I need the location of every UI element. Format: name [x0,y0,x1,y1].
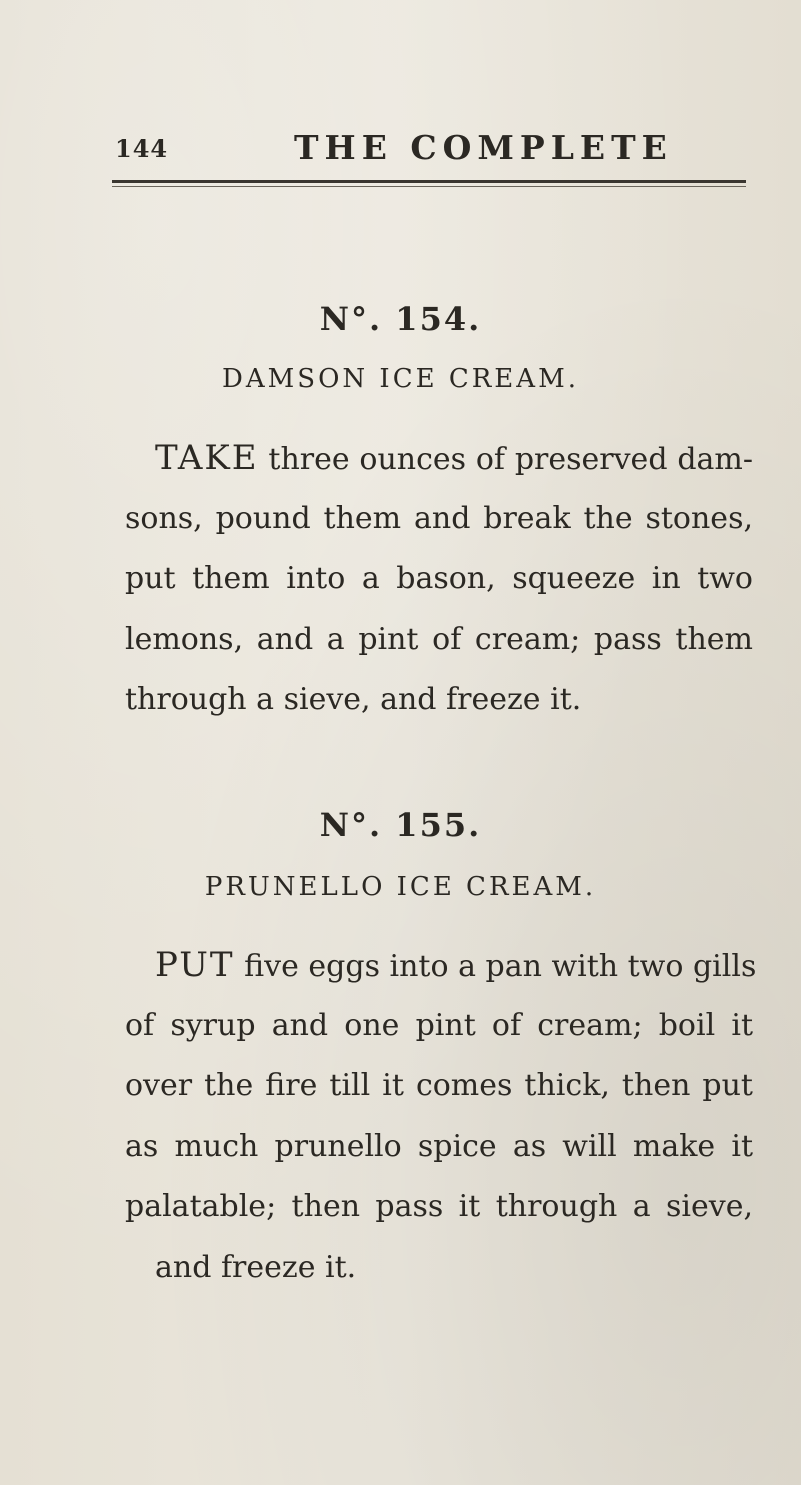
recipe-line: palatable; then pass it through a sieve, [125,1189,753,1224]
recipe-line [125,428,753,489]
header-rule-thin [112,186,746,187]
recipe-line: lemons, and a pint of cream; pass them [125,621,753,657]
recipe-title-damson: DAMSON ICE CREAM. [222,364,579,394]
running-title: THE COMPLETE [294,128,673,167]
recipe-body-prunello [125,935,757,1298]
recipe-body-damson [125,428,753,731]
recipe-line: through a sieve, and freeze it. [125,682,582,717]
recipe-line [125,935,757,996]
recipe-lead-word: TAKE [155,438,259,478]
page-number: 144 [115,134,169,163]
recipe-line: as much prunello spice as will make it [125,1128,753,1164]
recipe-line: and freeze it. [155,1249,357,1285]
recipe-number-155: N°. 155. [319,806,482,844]
recipe-lead-word: PUT [155,945,235,985]
recipe-title-prunello: PRUNELLO ICE CREAM. [204,872,597,902]
header-rule [112,180,746,183]
recipe-line: over the fire till it comes thick, then put [125,1068,753,1103]
running-head [0,128,801,178]
recipe-line-text: five eggs into a pan with two gills [234,949,757,984]
recipe-line: of syrup and one pint of cream; boil it [125,1007,753,1043]
recipe-line: sons, pound them and break the stones, [125,500,753,536]
recipe-number-154: N°. 154. [319,300,482,338]
recipe-line-text: three ounces of preserved dam- [258,442,753,477]
recipe-line: put them into a bason, squeeze in two [125,561,753,596]
